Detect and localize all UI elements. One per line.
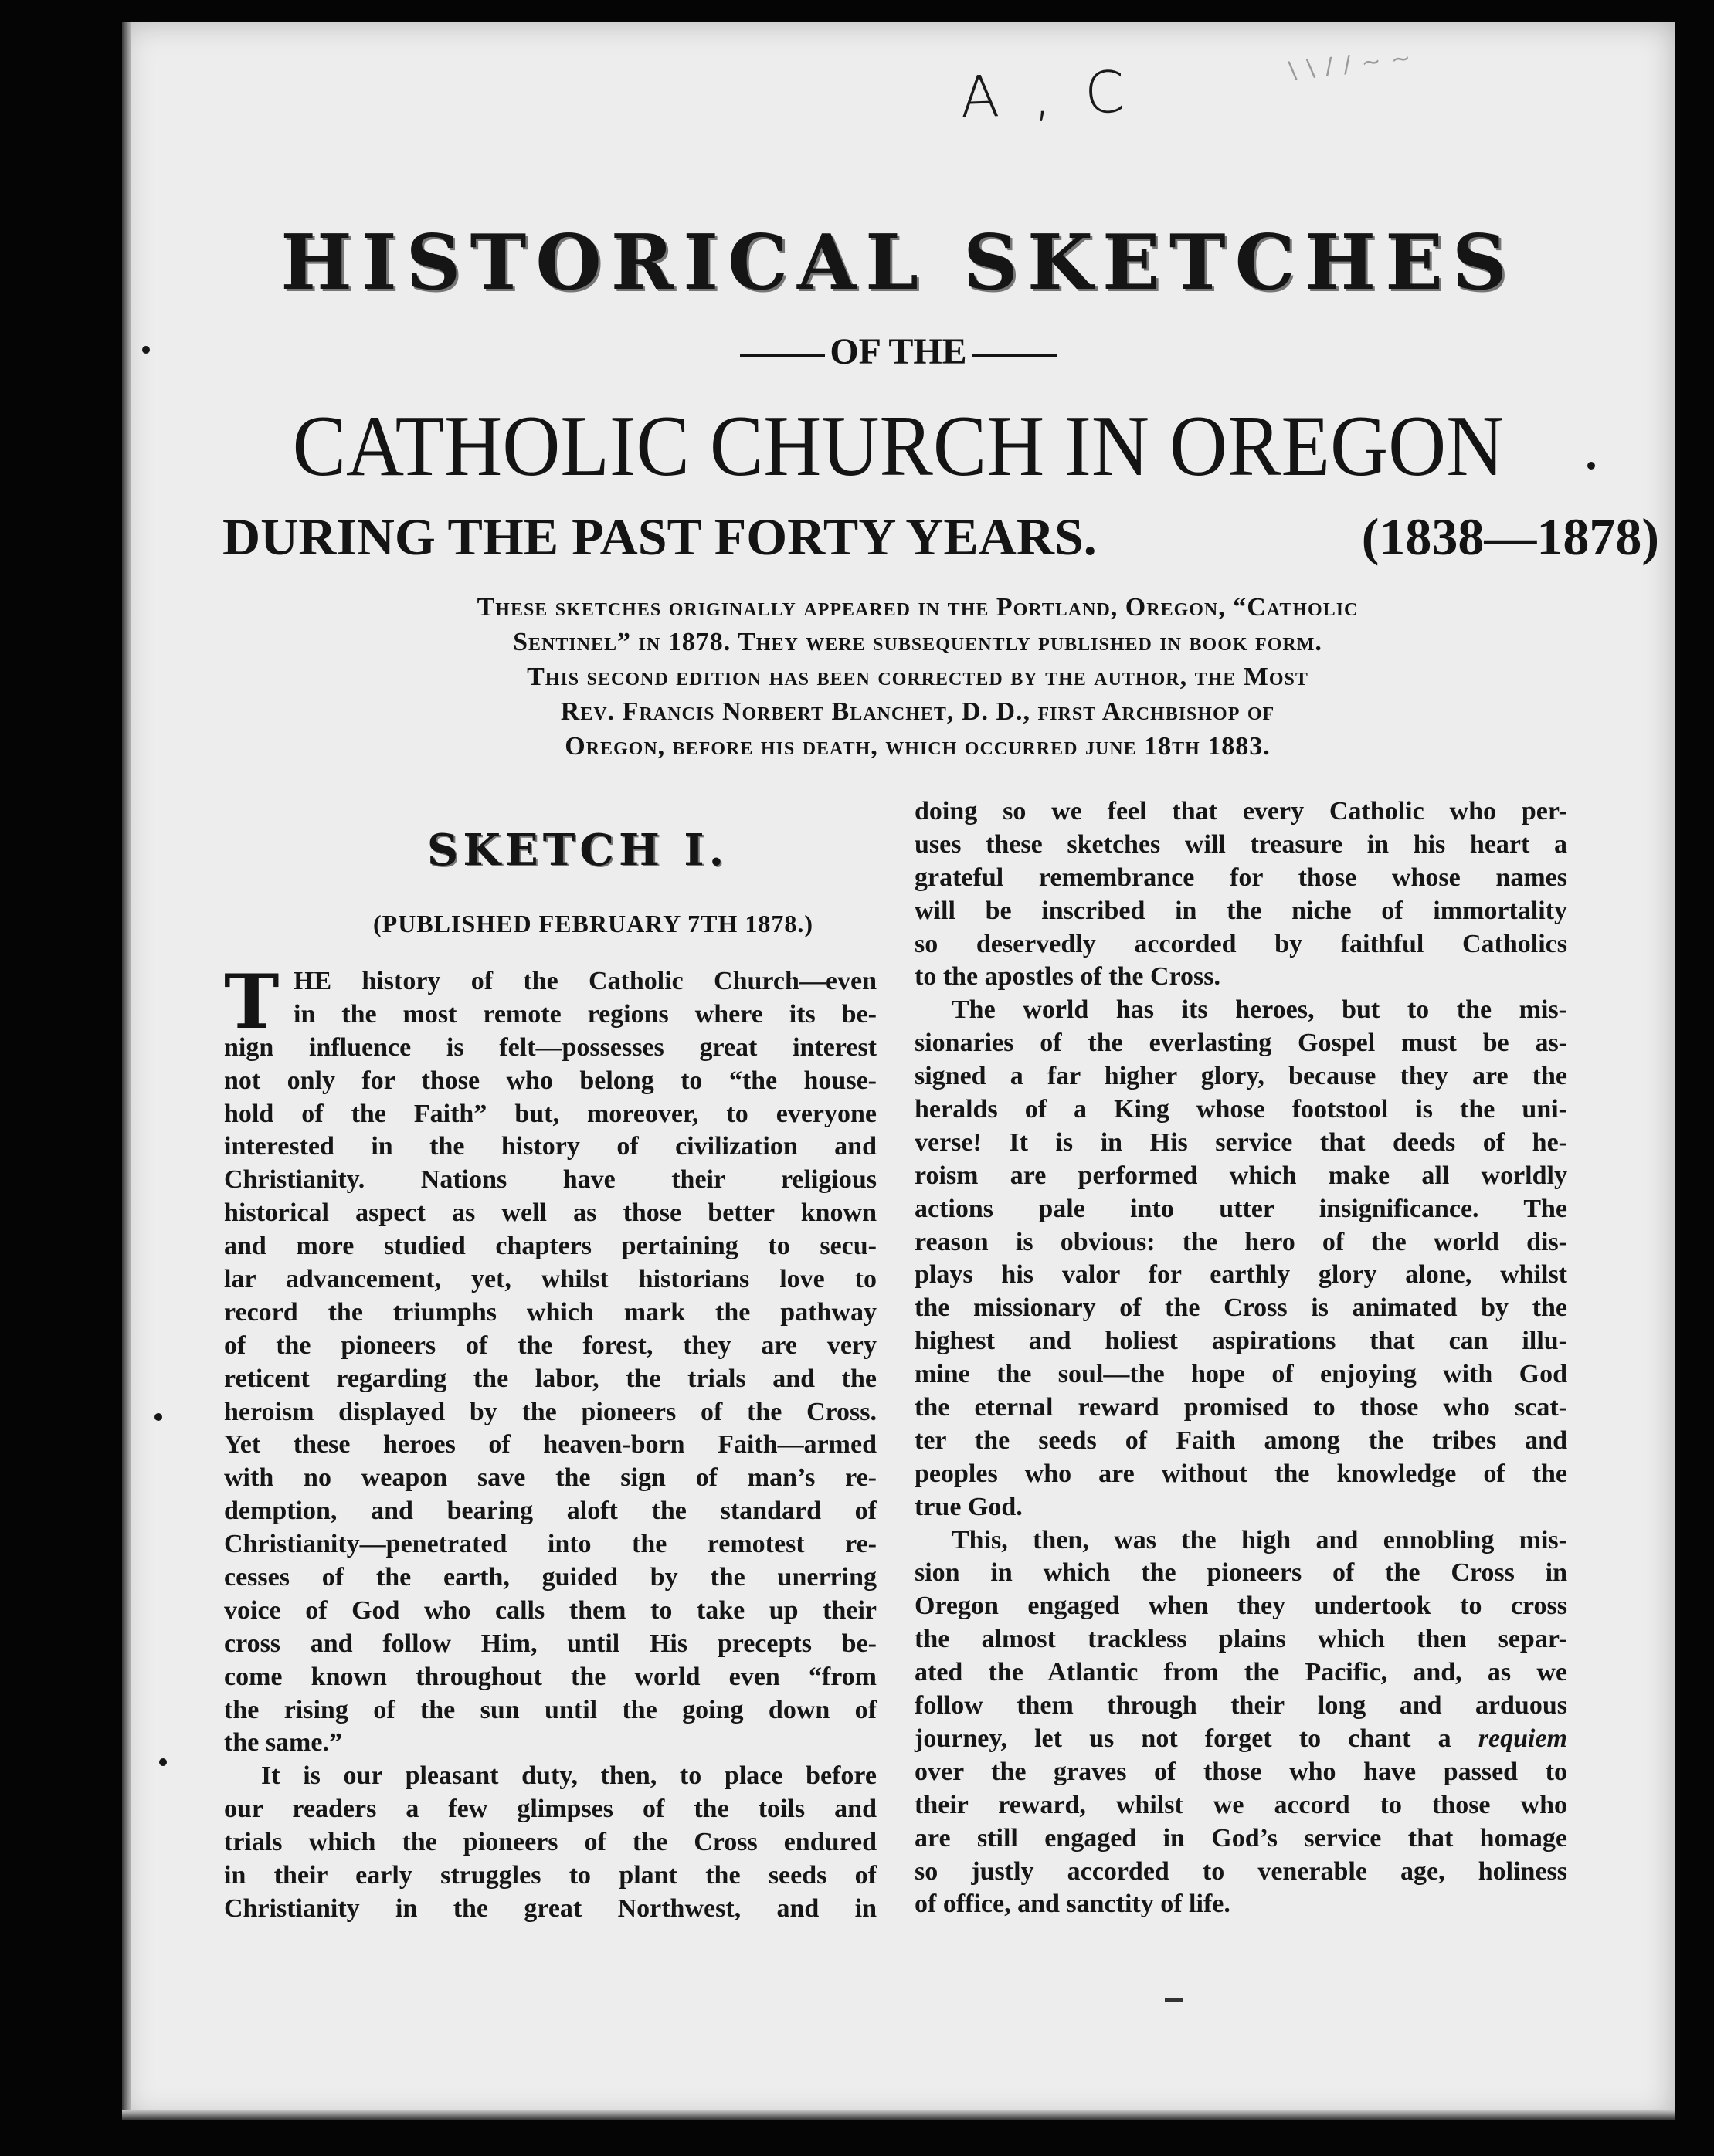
text-line: sion in which the pioneers of the Cross in: [915, 1558, 1567, 1588]
requiem-word: requiem: [1478, 1724, 1567, 1753]
edition-note-line: This second edition has been corrected by the author, the Most: [527, 663, 1308, 691]
edition-note-line: Sentinel” in 1878. They were subsequently published in book form.: [513, 628, 1322, 656]
margin-dot: [159, 1758, 167, 1766]
text-line: the eternal reward promised to those who scat-: [915, 1393, 1567, 1422]
text-line: cross and follow Him, until His precepts be-: [224, 1629, 877, 1658]
text-line: to the apostles of the Cross.: [915, 962, 1221, 992]
text-line: record the triumphs which mark the pathway: [224, 1297, 877, 1327]
text-line: Christianity in the great Northwest, and in: [224, 1893, 877, 1923]
text-line: actions pale into utter insignificance. The: [915, 1194, 1567, 1223]
text-line: cesses of the earth, guided by the unerring: [224, 1563, 877, 1592]
handwritten-annotation: A , C: [959, 59, 1134, 131]
church-title: CATHOLIC CHURCH IN OREGON: [292, 398, 1505, 494]
text-line: so deservedly accorded by faithful Catholics: [915, 929, 1567, 958]
text-line: over the graves of those who have passed to: [915, 1757, 1567, 1786]
edition-note-line: Oregon, before his death, which occurred june 18th 1883.: [565, 732, 1271, 761]
text-line-with-requiem: [915, 1723, 1567, 1756]
text-line: so justly accorded to venerable age, holiness: [915, 1856, 1567, 1886]
text-line: mine the soul—the hope of enjoying with God: [915, 1360, 1567, 1389]
page-title: HISTORICAL SKETCHES: [280, 219, 1516, 307]
text-line: ter the seeds of Faith among the tribes and: [915, 1425, 1567, 1455]
subtitle-of-the: [122, 331, 1675, 373]
text-line: Yet these heroes of heaven-born Faith—armed: [224, 1430, 877, 1459]
text-line: with no weapon save the sign of man’s re-: [224, 1463, 877, 1493]
text-line: roism are performed which make all worldly: [915, 1161, 1567, 1190]
text-line: It is our pleasant duty, then, to place before: [261, 1761, 877, 1791]
text-line: Christianity. Nations have their religious: [224, 1165, 877, 1195]
text-line: voice of God who calls them to take up their: [224, 1595, 877, 1625]
text-line: follow them through their long and arduous: [915, 1691, 1567, 1720]
text-line: Oregon engaged when they undertook to cross: [915, 1592, 1567, 1621]
margin-dot: [154, 1413, 162, 1421]
text-line: the almost trackless plains which then separ-: [915, 1625, 1567, 1654]
text-line: doing so we feel that every Catholic who per-: [915, 797, 1567, 825]
text-line: heralds of a King whose footstool is the uni-: [915, 1095, 1567, 1124]
text-line: in their early struggles to plant the seeds of: [224, 1861, 877, 1890]
left-column: [224, 958, 877, 1926]
text-line: true God.: [915, 1492, 1023, 1521]
text-line: hold of the Faith” but, moreover, to everyone: [224, 1099, 877, 1128]
period-title: [222, 507, 1659, 568]
text-line: uses these sketches will treasure in his heart a: [915, 829, 1567, 859]
text-line: peoples who are without the knowledge of the: [915, 1459, 1567, 1488]
text-line: lar advancement, yet, whilst historians love to: [224, 1265, 877, 1294]
text-line: sionaries of the everlasting Gospel must be as-: [915, 1029, 1567, 1058]
text-line: are still engaged in God’s service that homage: [915, 1823, 1567, 1853]
text-line: and more studied chapters pertaining to secu-: [224, 1232, 877, 1261]
text-line: The world has its heroes, but to the mis-: [952, 995, 1567, 1025]
text-line: our readers a few glimpses of the toils and: [224, 1795, 877, 1824]
pencil-annotation: \ \ / / ~ ~: [1287, 44, 1414, 85]
of-the-text: OF THE: [830, 331, 967, 372]
text-line: interested in the history of civilization and: [224, 1132, 877, 1161]
text-line: highest and holiest aspirations that can illu-: [915, 1327, 1567, 1356]
margin-dot: [142, 346, 150, 354]
edition-note-line: Rev. Francis Norbert Blanchet, D. D., first Archbishop of: [560, 697, 1275, 726]
text-line: heroism displayed by the pioneers of the Cross.: [224, 1397, 877, 1426]
period-title-text: DURING THE PAST FORTY YEARS.: [222, 507, 1097, 566]
right-column: [915, 795, 1567, 1921]
bottom-dash-mark: [1165, 1998, 1183, 2002]
text-line: Christianity—penetrated into the remotest re-: [224, 1530, 877, 1559]
text-line: reason is obvious: the hero of the world dis-: [915, 1227, 1567, 1256]
edition-note-line: These sketches originally appeared in the Portland, Oregon, “Catholic: [477, 593, 1359, 622]
period-years: (1838—1878): [1361, 507, 1659, 566]
text-line: will be inscribed in the niche of immortality: [915, 896, 1567, 925]
text-line: of the pioneers of the forest, they are very: [224, 1331, 877, 1360]
drop-cap: T: [224, 958, 280, 1046]
stray-dot: [1587, 462, 1595, 470]
scanned-page: [122, 22, 1675, 2120]
text-line: reticent regarding the labor, the trials and the: [224, 1364, 877, 1393]
text-line: come known throughout the world even “from: [224, 1662, 877, 1691]
text-line: HE history of the Catholic Church—even: [294, 967, 877, 995]
text-line: the rising of the sun until the going down of: [224, 1695, 877, 1724]
dash-right: [972, 354, 1057, 357]
dash-left: [740, 354, 825, 357]
text-line: in the most remote regions where its be-: [294, 999, 877, 1029]
text-line: of office, and sanctity of life.: [915, 1890, 1230, 1919]
text-line: their reward, whilst we accord to those who: [915, 1790, 1567, 1819]
published-date: (PUBLISHED FEBRUARY 7TH 1878.): [373, 910, 813, 937]
text-line: the same.”: [224, 1728, 342, 1758]
text-line: ated the Atlantic from the Pacific, and, as we: [915, 1658, 1567, 1687]
text-line: nign influence is felt—possesses great interest: [224, 1032, 877, 1062]
page-edge-bottom: [122, 2110, 1675, 2120]
text-line: verse! It is in His service that deeds of he-: [915, 1127, 1567, 1157]
text-line: not only for those who belong to “the house-: [224, 1066, 877, 1095]
text-line: the missionary of the Cross is animated by the: [915, 1293, 1567, 1323]
text-line: signed a far higher glory, because they are the: [915, 1062, 1567, 1091]
text-line: plays his valor for earthly glory alone, whilst: [915, 1260, 1567, 1290]
text-line-part: journey, let us not forget to chant a: [915, 1724, 1451, 1753]
text-line: grateful remembrance for those whose names: [915, 863, 1567, 892]
text-line: This, then, was the high and ennobling mis-: [952, 1525, 1567, 1554]
sketch-heading: SKETCH I.: [426, 825, 729, 876]
edition-note: [238, 590, 1597, 764]
text-line: demption, and bearing aloft the standard of: [224, 1497, 877, 1526]
text-line: trials which the pioneers of the Cross endured: [224, 1828, 877, 1857]
text-line: historical aspect as well as those better known: [224, 1198, 877, 1228]
